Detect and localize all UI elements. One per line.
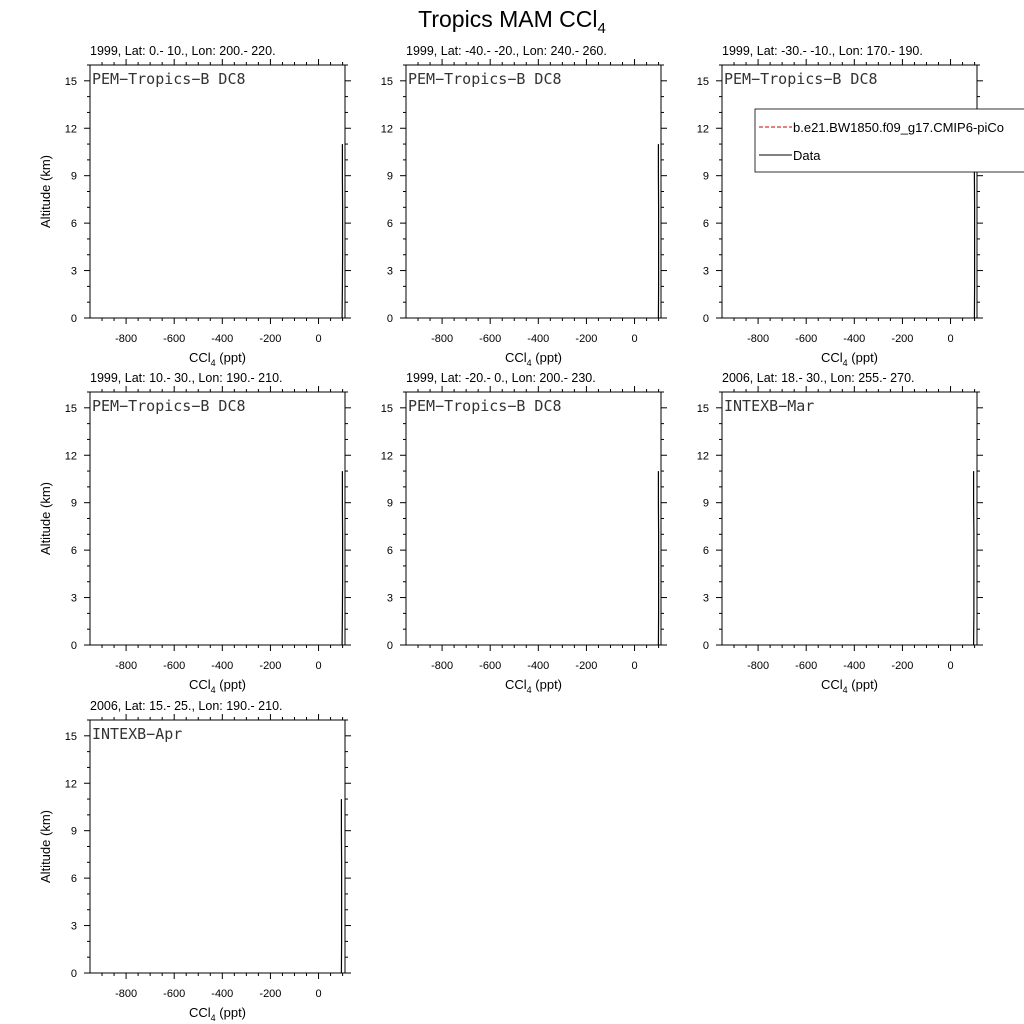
legend-label: b.e21.BW1850.f09_g17.CMIP6-piCo bbox=[793, 120, 1005, 135]
y-tick-label: 0 bbox=[70, 313, 77, 325]
x-tick-label: -600 bbox=[795, 333, 818, 345]
x-tick-label: -800 bbox=[115, 660, 138, 672]
y-tick-label: 6 bbox=[70, 218, 77, 231]
y-tick-label: 3 bbox=[386, 592, 393, 605]
y-tick-label: 0 bbox=[702, 313, 709, 325]
campaign-label: PEM−Tropics−B DC8 bbox=[724, 70, 878, 88]
x-axis-label-unit: (ppt) bbox=[215, 1005, 247, 1020]
campaign-label: PEM−Tropics−B DC8 bbox=[92, 70, 246, 88]
x-tick-label: -200 bbox=[259, 660, 282, 672]
campaign-label: INTEXB−Apr bbox=[92, 725, 183, 743]
series-line-data bbox=[342, 144, 343, 318]
x-tick-label: 0 bbox=[947, 660, 954, 672]
y-tick-label: 12 bbox=[64, 450, 77, 463]
y-tick-label: 6 bbox=[702, 218, 709, 231]
x-tick-label: 0 bbox=[315, 333, 322, 345]
x-tick-label: -600 bbox=[163, 988, 186, 1000]
x-tick-label: -400 bbox=[211, 660, 234, 672]
campaign-label: PEM−Tropics−B DC8 bbox=[408, 397, 562, 415]
y-tick-label: 6 bbox=[70, 873, 77, 886]
x-axis-label-unit: (ppt) bbox=[847, 677, 879, 692]
x-tick-label: -400 bbox=[211, 333, 234, 345]
x-axis-label-main: CCl bbox=[820, 350, 843, 365]
x-tick-label: 0 bbox=[631, 333, 638, 345]
x-axis-label-unit: (ppt) bbox=[531, 677, 563, 692]
x-axis-label-unit: (ppt) bbox=[847, 350, 879, 365]
y-tick-label: 9 bbox=[702, 497, 709, 510]
x-axis-label-sub: 4 bbox=[210, 358, 216, 368]
y-tick-label: 15 bbox=[64, 75, 77, 88]
y-tick-label: 9 bbox=[70, 497, 77, 510]
y-axis-label: Altitude (km) bbox=[38, 810, 53, 883]
y-tick-label: 15 bbox=[380, 402, 393, 415]
x-axis-label-main: CCl bbox=[188, 350, 211, 365]
series-line-data bbox=[342, 471, 343, 645]
y-tick-label: 12 bbox=[380, 450, 393, 463]
y-tick-label: 3 bbox=[702, 265, 709, 278]
panel-title: 1999, Lat: -20.- 0., Lon: 200.- 230. bbox=[406, 371, 596, 385]
y-axis-label: Altitude (km) bbox=[38, 482, 53, 555]
x-tick-label: -200 bbox=[259, 333, 282, 345]
panel-title: 2006, Lat: 18.- 30., Lon: 255.- 270. bbox=[722, 371, 915, 385]
y-tick-label: 15 bbox=[696, 75, 709, 88]
x-axis-label-sub: 4 bbox=[842, 685, 848, 695]
x-tick-label: -800 bbox=[431, 660, 454, 672]
y-tick-label: 9 bbox=[702, 170, 709, 183]
x-tick-label: -200 bbox=[891, 660, 914, 672]
y-tick-label: 6 bbox=[386, 218, 393, 231]
y-tick-label: 0 bbox=[70, 640, 77, 652]
y-tick-label: 12 bbox=[64, 778, 77, 791]
x-tick-label: -600 bbox=[479, 660, 502, 672]
y-tick-label: 12 bbox=[696, 123, 709, 136]
y-tick-label: 12 bbox=[696, 450, 709, 463]
y-tick-label: 15 bbox=[64, 402, 77, 415]
x-axis-label-main: CCl bbox=[820, 677, 843, 692]
x-tick-label: 0 bbox=[947, 333, 954, 345]
campaign-label: PEM−Tropics−B DC8 bbox=[92, 397, 246, 415]
x-tick-label: 0 bbox=[315, 660, 322, 672]
x-tick-label: -400 bbox=[527, 333, 550, 345]
y-tick-label: 0 bbox=[386, 640, 393, 652]
x-tick-label: -200 bbox=[575, 660, 598, 672]
x-axis-label-unit: (ppt) bbox=[531, 350, 563, 365]
x-axis-label-main: CCl bbox=[504, 677, 527, 692]
legend bbox=[755, 109, 1024, 172]
y-tick-label: 3 bbox=[702, 592, 709, 605]
campaign-label: INTEXB−Mar bbox=[724, 397, 815, 415]
x-axis-label-main: CCl bbox=[188, 1005, 211, 1020]
y-tick-label: 6 bbox=[702, 545, 709, 558]
y-axis-label: Altitude (km) bbox=[38, 155, 53, 228]
x-axis-label-sub: 4 bbox=[526, 358, 532, 368]
y-tick-label: 12 bbox=[380, 123, 393, 136]
y-tick-label: 9 bbox=[386, 497, 393, 510]
x-axis-label-sub: 4 bbox=[210, 685, 216, 695]
x-tick-label: 0 bbox=[631, 660, 638, 672]
x-tick-label: -400 bbox=[527, 660, 550, 672]
x-tick-label: -800 bbox=[115, 333, 138, 345]
y-tick-label: 6 bbox=[70, 545, 77, 558]
x-axis-label-sub: 4 bbox=[526, 685, 532, 695]
x-tick-label: -200 bbox=[259, 988, 282, 1000]
x-tick-label: -600 bbox=[163, 333, 186, 345]
y-tick-label: 0 bbox=[702, 640, 709, 652]
y-tick-label: 9 bbox=[70, 825, 77, 838]
y-tick-label: 3 bbox=[70, 920, 77, 933]
y-tick-label: 9 bbox=[386, 170, 393, 183]
x-tick-label: 0 bbox=[315, 988, 322, 1000]
x-tick-label: -600 bbox=[163, 660, 186, 672]
x-axis-label-sub: 4 bbox=[210, 1013, 216, 1023]
x-tick-label: -400 bbox=[843, 333, 866, 345]
x-axis-label-unit: (ppt) bbox=[215, 677, 247, 692]
y-tick-label: 3 bbox=[386, 265, 393, 278]
y-tick-label: 15 bbox=[380, 75, 393, 88]
x-axis-label-sub: 4 bbox=[842, 358, 848, 368]
y-tick-label: 9 bbox=[70, 170, 77, 183]
x-tick-label: -800 bbox=[747, 660, 770, 672]
x-tick-label: -600 bbox=[795, 660, 818, 672]
x-tick-label: -800 bbox=[747, 333, 770, 345]
y-tick-label: 15 bbox=[696, 402, 709, 415]
y-tick-label: 0 bbox=[386, 313, 393, 325]
panel-title: 2006, Lat: 15.- 25., Lon: 190.- 210. bbox=[90, 699, 283, 713]
x-axis-label-unit: (ppt) bbox=[215, 350, 247, 365]
panel-title: 1999, Lat: 0.- 10., Lon: 200.- 220. bbox=[90, 44, 276, 58]
figure-title: Tropics MAM CCl$_4$ bbox=[418, 6, 606, 37]
y-tick-label: 3 bbox=[70, 592, 77, 605]
x-tick-label: -800 bbox=[115, 988, 138, 1000]
x-tick-label: -400 bbox=[843, 660, 866, 672]
x-tick-label: -600 bbox=[479, 333, 502, 345]
y-tick-label: 6 bbox=[386, 545, 393, 558]
legend-label: Data bbox=[793, 148, 821, 163]
campaign-label: PEM−Tropics−B DC8 bbox=[408, 70, 562, 88]
panel-title: 1999, Lat: -40.- -20., Lon: 240.- 260. bbox=[406, 44, 607, 58]
x-tick-label: -400 bbox=[211, 988, 234, 1000]
y-tick-label: 15 bbox=[64, 730, 77, 743]
y-tick-label: 12 bbox=[64, 123, 77, 136]
y-tick-label: 0 bbox=[70, 968, 77, 980]
y-tick-label: 3 bbox=[70, 265, 77, 278]
x-tick-label: -800 bbox=[431, 333, 454, 345]
x-axis-label-main: CCl bbox=[504, 350, 527, 365]
x-tick-label: -200 bbox=[575, 333, 598, 345]
panel-title: 1999, Lat: 10.- 30., Lon: 190.- 210. bbox=[90, 371, 283, 385]
x-axis-label-main: CCl bbox=[188, 677, 211, 692]
x-tick-label: -200 bbox=[891, 333, 914, 345]
panel-title: 1999, Lat: -30.- -10., Lon: 170.- 190. bbox=[722, 44, 923, 58]
